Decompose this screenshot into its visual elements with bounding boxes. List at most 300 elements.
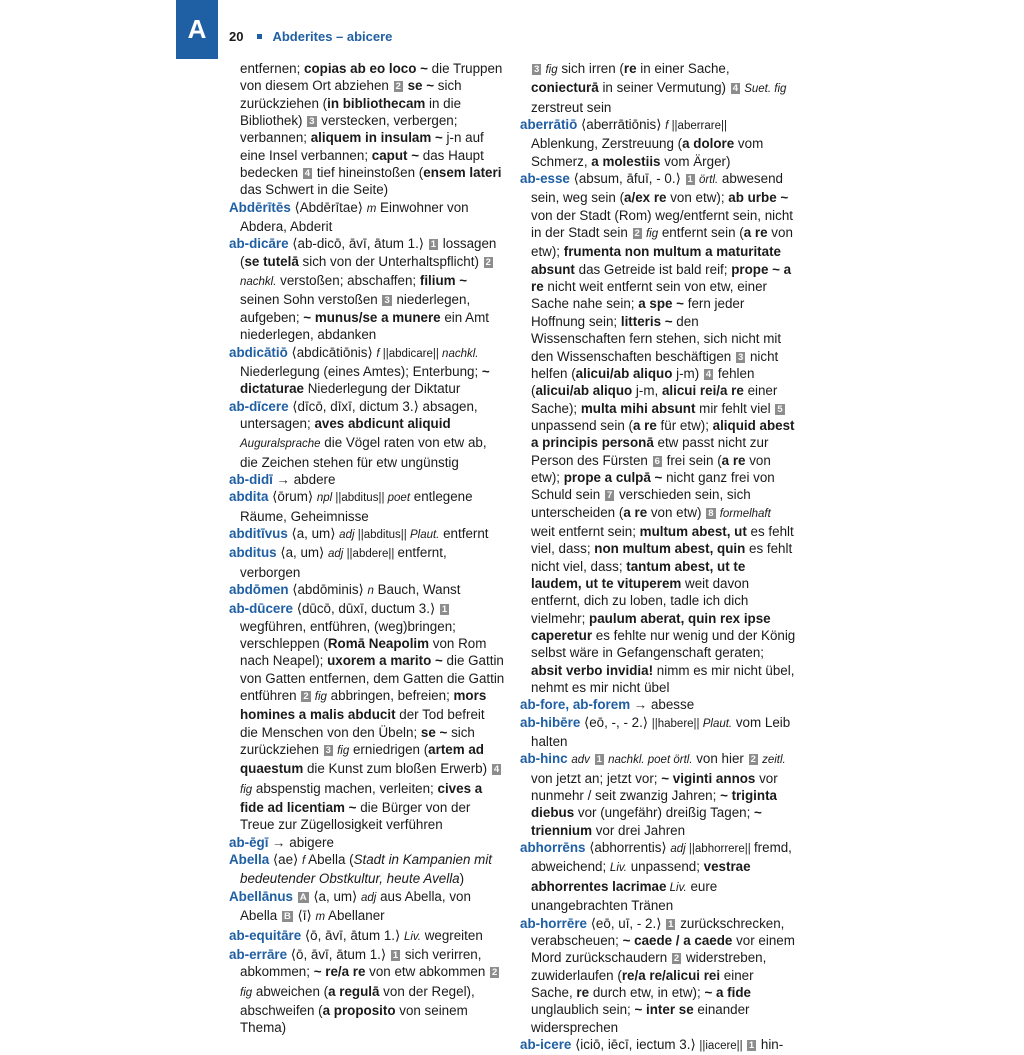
entry-text: j-n auf eine Insel verbannen; (240, 130, 484, 163)
dictionary-entry (520, 839, 796, 914)
grammar-label: m (315, 911, 326, 924)
example-phrase: a re (743, 225, 768, 241)
example-phrase: a dolore (682, 136, 735, 152)
entry-text: abspenstig machen, verleiten; (252, 780, 438, 796)
entry-text: → abdere (272, 471, 336, 487)
entry-text: die Vögel raten von etw ab, die Zeichen stehen für etw ungünstig (240, 435, 487, 470)
sense-number: 1 (668, 918, 674, 930)
entry-text: ⟨eō, -, - 2.⟩ (580, 714, 652, 730)
grammar-label: Liv. (609, 862, 627, 875)
dictionary-entry (520, 750, 796, 839)
entry-text: ||abhorrere|| (685, 843, 754, 856)
entry-text: erniedrigen ( (349, 742, 429, 758)
entry-text: die Kunst zum bloßen Erwerb) (303, 761, 491, 777)
entry-text: ||abdicare|| (379, 347, 443, 360)
sense-number: 1 (748, 1039, 755, 1051)
grammar-label: Stadt in Kampanien mit bedeutender Obstkultur, heute Avella (240, 852, 493, 887)
headword: abdōmen (229, 581, 289, 597)
entry-text: in seiner Vermutung) (598, 80, 730, 96)
headword: ab-dīcere (229, 398, 289, 414)
grammar-label: nachkl. (442, 347, 479, 360)
sense-number: 5 (777, 403, 783, 415)
headword: ab-icere (520, 1036, 572, 1052)
grammar-label: Suet. (741, 83, 772, 96)
sense-number: 1 (430, 239, 437, 251)
example-phrase: ~ munus/se a munere (303, 309, 441, 325)
sense-number: 3 (737, 351, 744, 363)
grammar-label: npl (316, 492, 333, 505)
grammar-label: zeitl. (758, 754, 786, 767)
dictionary-entry (229, 834, 505, 851)
entry-text: ⟨a, um⟩ (309, 888, 361, 904)
entry-text: wegreiten (420, 927, 483, 943)
grammar-label: Plaut. (702, 717, 733, 730)
entry-text: j-m, (632, 383, 662, 399)
grammar-label: Plaut. (409, 528, 440, 541)
entry-text: Einwohner von Abdera, Abderit (240, 199, 469, 235)
headword: Abella (229, 852, 270, 868)
example-phrase: ~ inter se (634, 1002, 694, 1018)
entry-text: die Bürger von der Treue zur Zügellosigkeit verführen (240, 800, 471, 833)
entry-text: aus Abella, von Abella (240, 888, 471, 924)
headword: ab-errāre (229, 946, 288, 962)
dictionary-entry (229, 344, 505, 398)
entry-text: zurückschrecken, verabscheuen; (531, 915, 785, 948)
entry-text: entfernt sein ( (658, 225, 744, 241)
entry-text: ||abdere|| (343, 548, 398, 561)
example-phrase: uxorem a marito ~ (327, 653, 443, 669)
entry-text: abwesend sein, weg sein ( (531, 171, 783, 206)
sense-number: 6 (654, 455, 660, 467)
entry-text: von etw abkommen (365, 964, 489, 980)
example-phrase: aliquid abest a principis personā (531, 417, 795, 451)
entry-text (293, 889, 297, 904)
grammar-label: fig (542, 64, 558, 76)
example-phrase: vestrae abhorrentes lacrimae (531, 859, 751, 894)
grammar-label: fig (333, 745, 350, 758)
entry-text: von jetzt an; jetzt vor; (531, 770, 662, 786)
example-phrase: a re (623, 504, 648, 520)
example-phrase: ~ a fide (704, 984, 751, 1000)
entry-text: Abellaner (325, 908, 385, 924)
entry-text: ⟨aberrātiōnis⟩ (577, 117, 666, 133)
entry-text: ⟨dīcō, dīxī, dictum 3.⟩ absagen, untersagen; (240, 398, 478, 431)
entry-text: ⟨a, um⟩ (287, 525, 340, 541)
example-phrase: re (576, 984, 590, 1000)
sense-number: 3 (325, 745, 331, 757)
entry-text: es fehlt nicht viel, dass; (531, 541, 793, 574)
headword: ab-hibēre (520, 714, 581, 730)
sense-number: 7 (606, 490, 613, 502)
entry-text: verstecken, verbergen; verbannen; (240, 113, 458, 146)
example-phrase: absit verbo invidia! (531, 662, 654, 678)
entry-text: verstoßen; abschaffen; (276, 273, 420, 289)
entry-text: Niederlegung (eines Amtes); Enterbung; (240, 363, 482, 379)
headword: abditīvus (229, 525, 288, 541)
entry-text: es fehlt viel, dass; (531, 523, 794, 557)
example-phrase: ~ re/a re (313, 964, 366, 980)
dictionary-entry (520, 116, 796, 170)
entry-text: entlegene Räume, Geheimnisse (240, 489, 473, 524)
entry-text: von hier (692, 751, 748, 767)
entry-text: etw passt nicht zur Person des Fürsten (531, 435, 769, 468)
entry-text: es fehlte nur wenig und der König selbst wäre in Gefangenschaft geraten; (531, 628, 796, 661)
dictionary-entry (520, 714, 796, 751)
entry-text: entfernt, verborgen (240, 545, 447, 580)
dictionary-entry (229, 888, 505, 927)
dictionary-entry (229, 946, 505, 1037)
entry-text: sich zurückziehen (240, 724, 475, 758)
headword: ab-dūcere (229, 601, 293, 617)
sense-number: 2 (750, 754, 756, 766)
sense-number: 1 (687, 174, 693, 186)
example-phrase: non multum abest, quin (594, 541, 746, 557)
entry-text: weit davon entfernt, dich zu loben, tadle ich dich vielmehr; (531, 575, 750, 626)
example-phrase: prope a culpā ~ (563, 469, 663, 485)
entry-text: einander widersprechen (531, 1002, 750, 1035)
grammar-label: adj (670, 843, 686, 856)
grammar-label: Auguralsprache (240, 438, 321, 451)
headword: ab-didī (229, 471, 273, 487)
dictionary-entry (520, 170, 796, 696)
entry-text: vor (ungefähr) dreißig Tagen; (574, 805, 755, 821)
example-phrase: a re (721, 452, 746, 468)
entry-text: einer Sache, (531, 967, 754, 1000)
example-phrase: ~ triginta diebus (531, 788, 777, 821)
continued-entry (229, 60, 505, 199)
entry-text (590, 751, 594, 766)
headword: ab-hinc (520, 751, 568, 767)
entry-text: sich irren ( (557, 61, 624, 76)
sense-number: A (299, 891, 307, 903)
example-phrase: artem ad quaestum (240, 742, 484, 777)
running-title: Abderites – abicere (272, 28, 393, 44)
entry-text: ⟨abhorrentis⟩ (585, 840, 671, 856)
entry-text: Abella ( (305, 852, 354, 868)
entry-text: die Truppen von diesem Ort abziehen (240, 61, 503, 94)
example-phrase: paulum aberat, quin rex ipse caperetur (531, 610, 771, 643)
dictionary-entry (229, 525, 505, 544)
entry-text: vom Ärger) (660, 153, 731, 169)
headword: ab-esse (520, 171, 570, 187)
entry-text: von etw); (531, 452, 771, 485)
sense-number: 2 (303, 691, 309, 703)
example-phrase: ~ viginti annos (661, 770, 756, 786)
grammar-label: nachkl. (240, 276, 277, 289)
sense-number: 2 (492, 967, 498, 979)
entry-text: von Rom nach Neapel); (240, 636, 487, 669)
entry-text: ⟨absum, āfuī, - 0.⟩ (569, 171, 685, 187)
example-phrase: multa mihi absunt (580, 400, 696, 416)
entry-text: unpassend sein ( (531, 417, 633, 433)
entry-text: unglaublich sein; (531, 1002, 635, 1018)
headword: ab-ēgī (229, 834, 269, 850)
example-phrase: copias ab eo loco ~ (304, 61, 428, 76)
entry-text: vor drei Jahren (592, 822, 686, 838)
headword: abhorrēns (520, 840, 586, 856)
headword: abdicātiō (229, 344, 288, 360)
headword: ab-horrēre (520, 915, 587, 931)
entry-text: ⟨ōrum⟩ (268, 489, 317, 505)
entry-text: sich zurückziehen ( (240, 78, 462, 111)
entry-text: das Getreide ist bald reif; (574, 261, 732, 277)
entry-text: ⟨dūcō, dūxī, ductum 3.⟩ (293, 601, 439, 617)
entry-text: ⟨Abdērītae⟩ (290, 199, 367, 215)
grammar-label: örtl. (695, 174, 719, 187)
example-phrase: a spe ~ (638, 296, 685, 312)
entry-text: ⟨ō, āvī, ātum 1.⟩ (287, 946, 390, 962)
example-phrase: a regulā (328, 983, 380, 999)
entry-text: ⟨ab-dicō, āvī, ātum 1.⟩ (288, 236, 428, 252)
entry-text: nicht helfen ( (531, 348, 779, 381)
dictionary-entry (229, 488, 505, 525)
sense-number: 4 (705, 368, 712, 380)
grammar-label: adj (328, 548, 344, 561)
entry-text: nicht ganz frei von Schuld sein (531, 469, 775, 503)
entry-text: unpassend; (626, 859, 704, 875)
entry-text: die Gattin von Gatten entfernen, dem Gatten die Gattin entführen (240, 653, 505, 704)
entry-text: Ablenkung, Zerstreuung ( (531, 136, 683, 152)
entry-text: wegführen, entführen, (weg)bringen; verschleppen ( (240, 618, 456, 651)
left-column (229, 60, 505, 1037)
entry-text: weit entfernt sein; (531, 523, 640, 539)
example-phrase: Romā Neapolim (327, 636, 430, 651)
headword: ab-dicāre (229, 236, 289, 252)
entry-text: das Haupt bedecken (240, 147, 484, 181)
running-header (229, 27, 392, 45)
sense-number: 3 (309, 116, 315, 128)
example-phrase: alicui/ab aliquo (575, 365, 673, 381)
entry-text: ||aberrare|| (668, 120, 727, 133)
example-phrase: coniecturā (531, 80, 599, 96)
entry-text: von etw); (666, 190, 729, 206)
sense-number: 4 (493, 764, 500, 776)
grammar-label: poet (387, 492, 411, 505)
entry-text: ) (459, 871, 465, 887)
entry-text: Niederlegung der Diktatur (304, 381, 461, 397)
entry-text: abweichen ( (252, 983, 329, 999)
dictionary-entry (229, 600, 505, 833)
sense-number: 1 (596, 754, 602, 766)
entry-text: ⟨a, um⟩ (276, 545, 329, 561)
grammar-label: adj (361, 891, 377, 904)
entry-text: von der Regel), abschweifen ( (240, 983, 475, 1018)
grammar-label: fig (240, 783, 253, 796)
entry-text: das Schwert in die Seite) (240, 182, 389, 198)
example-phrase: litteris ~ (620, 313, 673, 329)
entry-text: von seinem Thema) (240, 1002, 468, 1036)
entry-text: in die Bibliothek) (240, 95, 462, 129)
entry-text: den Wissenschaften fern stehen, sich nicht mit den Wissenschaften beschäftigen (531, 313, 782, 364)
example-phrase: se tutelā (244, 253, 299, 269)
dictionary-entry (229, 927, 505, 946)
grammar-label: m (366, 202, 377, 215)
entry-text: der Tod befreit die Menschen von den Übeln; (240, 707, 485, 740)
example-phrase: caput ~ (371, 147, 420, 163)
sense-number: 1 (441, 604, 448, 616)
continued-entry (520, 60, 796, 116)
entry-text: nimm es mir nicht übel, nehmt es mir nicht übel (531, 662, 795, 696)
entry-text: → abigere (268, 834, 334, 850)
grammar-label: fig (311, 691, 327, 704)
entry-text: ||abditus|| (354, 528, 410, 541)
entry-text: widerstreben, zuwiderlaufen ( (531, 950, 767, 983)
entry-text: fern jeder Hoffnung sein; (531, 296, 745, 329)
sense-number: B (283, 911, 291, 923)
entry-text: vom Schmerz, (531, 136, 764, 169)
grammar-label: Liv. (403, 930, 421, 943)
entry-text: entfernen; (240, 61, 305, 76)
dictionary-entry (229, 471, 505, 488)
grammar-label: fig (240, 986, 253, 999)
entry-text: durch etw, in etw); (589, 984, 705, 1000)
grammar-label: fig (642, 228, 659, 241)
example-phrase: mors homines a malis abducit (240, 688, 487, 723)
example-phrase: frumenta non multum a maturitate absunt (531, 244, 781, 277)
example-phrase: alicui/ab aliquo (535, 383, 633, 399)
entry-text: sich von der Unterhaltspflicht) (298, 253, 483, 269)
headword: abdita (229, 489, 269, 505)
sense-number: 4 (732, 83, 739, 95)
sense-number: 2 (673, 953, 680, 965)
dictionary-entry (229, 581, 505, 600)
entry-text: eure unangebrachten Tränen (531, 878, 718, 914)
entry-text: abbringen, befreien; (326, 688, 454, 704)
grammar-label: adv (571, 754, 590, 767)
dictionary-entry (520, 1036, 796, 1055)
example-phrase: ab urbe ~ (728, 190, 789, 206)
example-phrase: tantum abest, ut te laudem, ut te vituperem (531, 558, 746, 591)
entry-text: niederlegen, aufgeben; (240, 292, 471, 325)
grammar-label: fig (771, 83, 787, 96)
example-phrase: ~ dictaturae (240, 363, 490, 397)
entry-text: entfernt (439, 525, 489, 541)
section-letter-tab: A (176, 0, 218, 59)
entry-text: von etw); (531, 225, 793, 260)
entry-text: ⟨abdōminis⟩ (288, 581, 368, 597)
grammar-label: Liv. (666, 881, 687, 894)
entry-text: fremd, abweichend; (531, 840, 792, 875)
sense-number: 8 (708, 507, 714, 519)
headword: aberrātiō (520, 117, 578, 133)
entry-text: seinen Sohn verstoßen (240, 292, 382, 308)
example-phrase: a/ex re (624, 190, 667, 206)
dictionary-entry (229, 235, 505, 343)
entry-text: j-m) (672, 365, 703, 381)
sense-number: 1 (392, 949, 399, 961)
example-phrase: aves abdicunt aliquid (314, 415, 451, 431)
grammar-label: f (376, 347, 380, 360)
entry-text: zerstreut sein (531, 99, 612, 115)
dictionary-entry (520, 696, 796, 713)
entry-text: von der Stadt (Rom) weg/entfernt sein, nicht in der Stadt sein (531, 207, 793, 241)
example-phrase: ensem lateri (423, 165, 502, 181)
entry-text: ||iacere|| (699, 1039, 746, 1052)
sense-number: 2 (395, 81, 401, 93)
dictionary-entry (229, 851, 505, 888)
example-phrase: cives a fide ad licentiam ~ (240, 780, 483, 816)
entry-text: Bauch, Wanst (373, 581, 461, 597)
entry-text: einer Sache); (531, 383, 778, 416)
entry-text: fehlen ( (531, 365, 755, 399)
headword: ab-fore, ab-forem (520, 697, 631, 713)
entry-text: tief hineinstoßen ( (313, 165, 424, 181)
headword: Abellānus (229, 888, 293, 904)
page-number: 20 (229, 28, 244, 44)
dictionary-entry (520, 915, 796, 1036)
example-phrase: prope ~ a re (531, 261, 792, 295)
grammar-label: adj (339, 528, 355, 541)
headword: ab-equitāre (229, 927, 302, 943)
example-phrase: a molestiis (591, 153, 661, 169)
entry-text: ||abditus|| (332, 492, 388, 505)
entry-text: von etw) (647, 504, 706, 520)
entry-text: hin- (757, 1036, 784, 1052)
entry-text: ⟨abdicātiōnis⟩ (287, 344, 377, 360)
right-column (520, 60, 796, 1055)
headword: Abdērītēs (229, 199, 291, 215)
example-phrase: re (623, 61, 637, 76)
example-phrase: aliquem in insulam ~ (310, 130, 443, 146)
example-phrase: a re (633, 417, 657, 433)
sense-number: 3 (384, 295, 390, 307)
entry-text: ⟨ō, āvī, ātum 1.⟩ (301, 927, 404, 943)
example-phrase: multum abest, ut (639, 523, 747, 539)
entry-text: vor einem Mord zurückschaudern (531, 932, 795, 966)
example-phrase: filium ~ (419, 273, 468, 289)
dictionary-entry (229, 544, 505, 581)
entry-text: vom Leib halten (531, 714, 791, 750)
entry-text: ⟨eō, uī, - 2.⟩ (586, 915, 666, 931)
entry-text: vor nunmehr / seit zwanzig Jahren; (531, 770, 778, 804)
grammar-label: n (367, 584, 374, 597)
entry-text: frei sein ( (662, 452, 722, 468)
example-phrase: in bibliothecam (327, 95, 426, 111)
entry-text: in einer Sache, (636, 61, 730, 76)
example-phrase: se ~ (403, 78, 435, 94)
entry-text: mir fehlt viel (695, 400, 775, 416)
sense-number: 4 (304, 168, 311, 180)
header-bullet-icon (257, 34, 262, 39)
entry-text: ⟨ae⟩ (269, 852, 302, 868)
example-phrase: ~ triennium (531, 805, 762, 838)
grammar-label: formelhaft (716, 507, 771, 520)
entry-text: nicht weit entfernt sein von etw, einer Sache nahe sein; (531, 279, 767, 312)
entry-text: ein Amt niederlegen, abdanken (240, 309, 489, 343)
entry-text: verschieden sein, sich unterscheiden ( (531, 487, 751, 520)
entry-text: lossagen ( (240, 236, 497, 269)
dictionary-entry (229, 398, 505, 471)
grammar-label: f (665, 120, 669, 133)
entry-text: sich verirren, abkommen; (240, 946, 482, 980)
grammar-label: f (301, 855, 306, 868)
example-phrase: a proposito (322, 1002, 396, 1018)
dictionary-entry (229, 199, 505, 236)
example-phrase: se ~ (420, 724, 448, 740)
entry-text: ⟨ī⟩ (293, 908, 316, 924)
grammar-label: nachkl. poet örtl. (604, 754, 693, 767)
entry-text: → abesse (630, 697, 695, 713)
sense-number: 3 (534, 64, 540, 75)
example-phrase: re/a re/alicui rei (621, 967, 721, 983)
entry-text: für etw); (656, 417, 713, 433)
sense-number: 2 (485, 256, 491, 268)
headword: abditus (229, 545, 277, 561)
example-phrase: alicui rei/a re (661, 383, 744, 399)
sense-number: 2 (634, 228, 640, 240)
example-phrase: ~ caede / a caede (622, 932, 733, 948)
entry-text: ⟨iciō, iēcī, iectum 3.⟩ (571, 1036, 700, 1052)
